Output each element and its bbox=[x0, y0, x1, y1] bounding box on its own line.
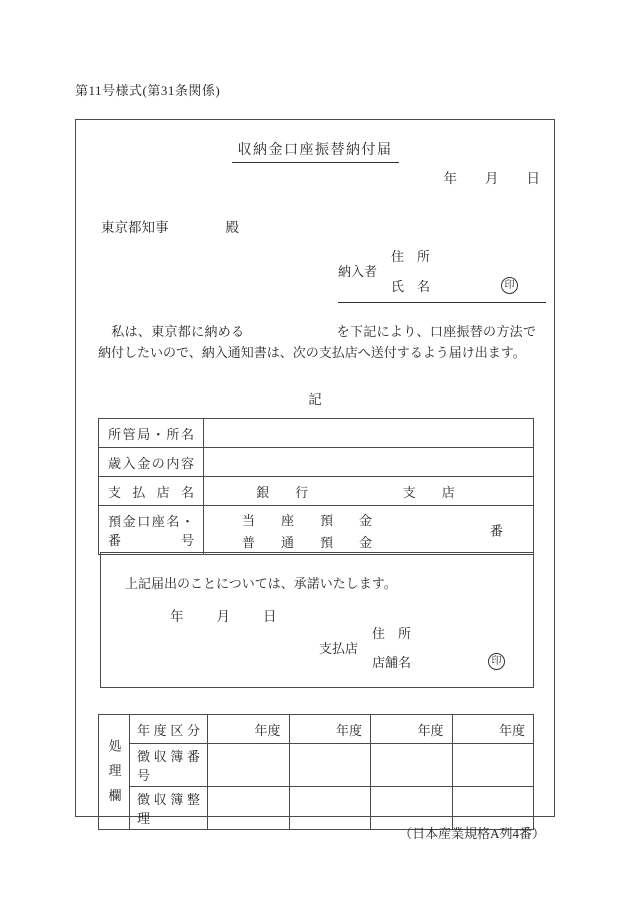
paying-office-block bbox=[319, 623, 509, 671]
payer-address-label: 住所 bbox=[391, 249, 444, 264]
revenue-value-blank bbox=[204, 448, 534, 477]
account-type-ordinary: 普通預金 bbox=[242, 534, 399, 550]
paying-office-address-label: 住所 bbox=[372, 626, 425, 641]
account-number-suffix: 番 bbox=[489, 523, 503, 539]
paying-office-fields bbox=[372, 623, 509, 671]
consent-date-line bbox=[170, 605, 277, 625]
processing-table bbox=[98, 714, 534, 830]
paying-office-seal-mark: 印 bbox=[488, 653, 505, 670]
account-label bbox=[99, 506, 204, 555]
addressee-line bbox=[101, 216, 239, 236]
fiscal-year-row bbox=[99, 715, 534, 744]
ledger-arrangement-cell-blank bbox=[289, 787, 371, 830]
ledger-number-row bbox=[99, 744, 534, 787]
payer-block bbox=[338, 246, 546, 303]
declaration-text bbox=[98, 321, 536, 363]
ledger-number-cell-blank bbox=[371, 744, 453, 787]
fiscal-year-header-cell: 年度 bbox=[371, 715, 453, 744]
branch-label: 支店 bbox=[402, 484, 481, 500]
declaration-text-after: を下記により、口座振替の方法で納付したいので、納入通知書は、次の支払店へ送付するよう届け出ます。 bbox=[98, 324, 536, 361]
fiscal-year-header-cell: 年度 bbox=[452, 715, 534, 744]
account-value bbox=[204, 506, 534, 555]
ledger-number-label: 徴収簿番号 bbox=[130, 744, 208, 787]
details-table bbox=[98, 418, 534, 555]
payer-fields bbox=[391, 246, 546, 295]
ledger-arrangement-cell-blank bbox=[208, 787, 290, 830]
paying-office-row bbox=[99, 477, 534, 506]
payer-label: 納入者 bbox=[338, 264, 378, 279]
payer-seal-mark: 印 bbox=[501, 277, 518, 294]
account-type-options bbox=[242, 510, 525, 551]
consent-day-label: 日 bbox=[263, 609, 277, 624]
day-label: 日 bbox=[526, 171, 540, 186]
payer-name-row bbox=[391, 276, 518, 295]
ledger-number-cell-blank bbox=[452, 744, 534, 787]
month-label: 月 bbox=[485, 171, 499, 186]
account-type-current: 当座預金 bbox=[242, 512, 399, 528]
fiscal-year-header-cell: 年度 bbox=[289, 715, 371, 744]
consent-text: 上記届出のことについては、承諾いたします。 bbox=[125, 576, 397, 591]
ledger-arrangement-label: 徴収簿整理 bbox=[130, 787, 208, 830]
ledger-number-cell-blank bbox=[208, 744, 290, 787]
agency-row bbox=[99, 419, 534, 448]
year-label: 年 bbox=[443, 171, 457, 186]
record-marker: 記 bbox=[308, 392, 322, 407]
payer-name-label: 氏名 bbox=[391, 279, 444, 294]
consent-box bbox=[100, 552, 534, 688]
consent-month-label: 月 bbox=[216, 609, 230, 624]
ledger-number-cell-blank bbox=[289, 744, 371, 787]
shop-name-label: 店舗名 bbox=[372, 655, 412, 670]
form-number: 第11号様式(第31条関係) bbox=[75, 83, 221, 98]
paying-office-shop-row bbox=[372, 652, 505, 671]
account-label-line1: 預金口座名・ bbox=[108, 514, 194, 529]
paying-office-address-row bbox=[372, 623, 505, 642]
account-label-line2: 番号 bbox=[108, 533, 194, 548]
bank-branch-line bbox=[212, 482, 525, 501]
form-title: 収納金口座振替納付届 bbox=[232, 139, 399, 163]
revenue-row bbox=[99, 448, 534, 477]
paying-office-label: 支払店名 bbox=[99, 477, 204, 506]
addressee-name: 東京都知事 bbox=[101, 220, 169, 235]
submission-date-line bbox=[444, 167, 541, 187]
page-title bbox=[76, 139, 554, 163]
agency-value-blank bbox=[204, 419, 534, 448]
form-sheet bbox=[75, 119, 555, 826]
agency-label: 所管局・所名 bbox=[99, 419, 204, 448]
processing-section-label: 処理欄 bbox=[99, 715, 130, 830]
jis-paper-size-note: （日本産業規格A列4番） bbox=[399, 826, 545, 841]
bank-label: 銀行 bbox=[256, 484, 335, 500]
revenue-label: 歳入金の内容 bbox=[99, 448, 204, 477]
addressee-honorific: 殿 bbox=[225, 220, 239, 235]
fiscal-year-header-cell: 年度 bbox=[208, 715, 290, 744]
fiscal-year-division-label: 年度区分 bbox=[130, 715, 208, 744]
account-row bbox=[99, 506, 534, 555]
consent-year-label: 年 bbox=[170, 609, 184, 624]
paying-office-value bbox=[204, 477, 534, 506]
payer-address-row bbox=[391, 246, 518, 265]
declaration-text-before: 私は、東京都に納める bbox=[98, 324, 245, 339]
paying-office-block-label: 支払店 bbox=[319, 640, 359, 656]
